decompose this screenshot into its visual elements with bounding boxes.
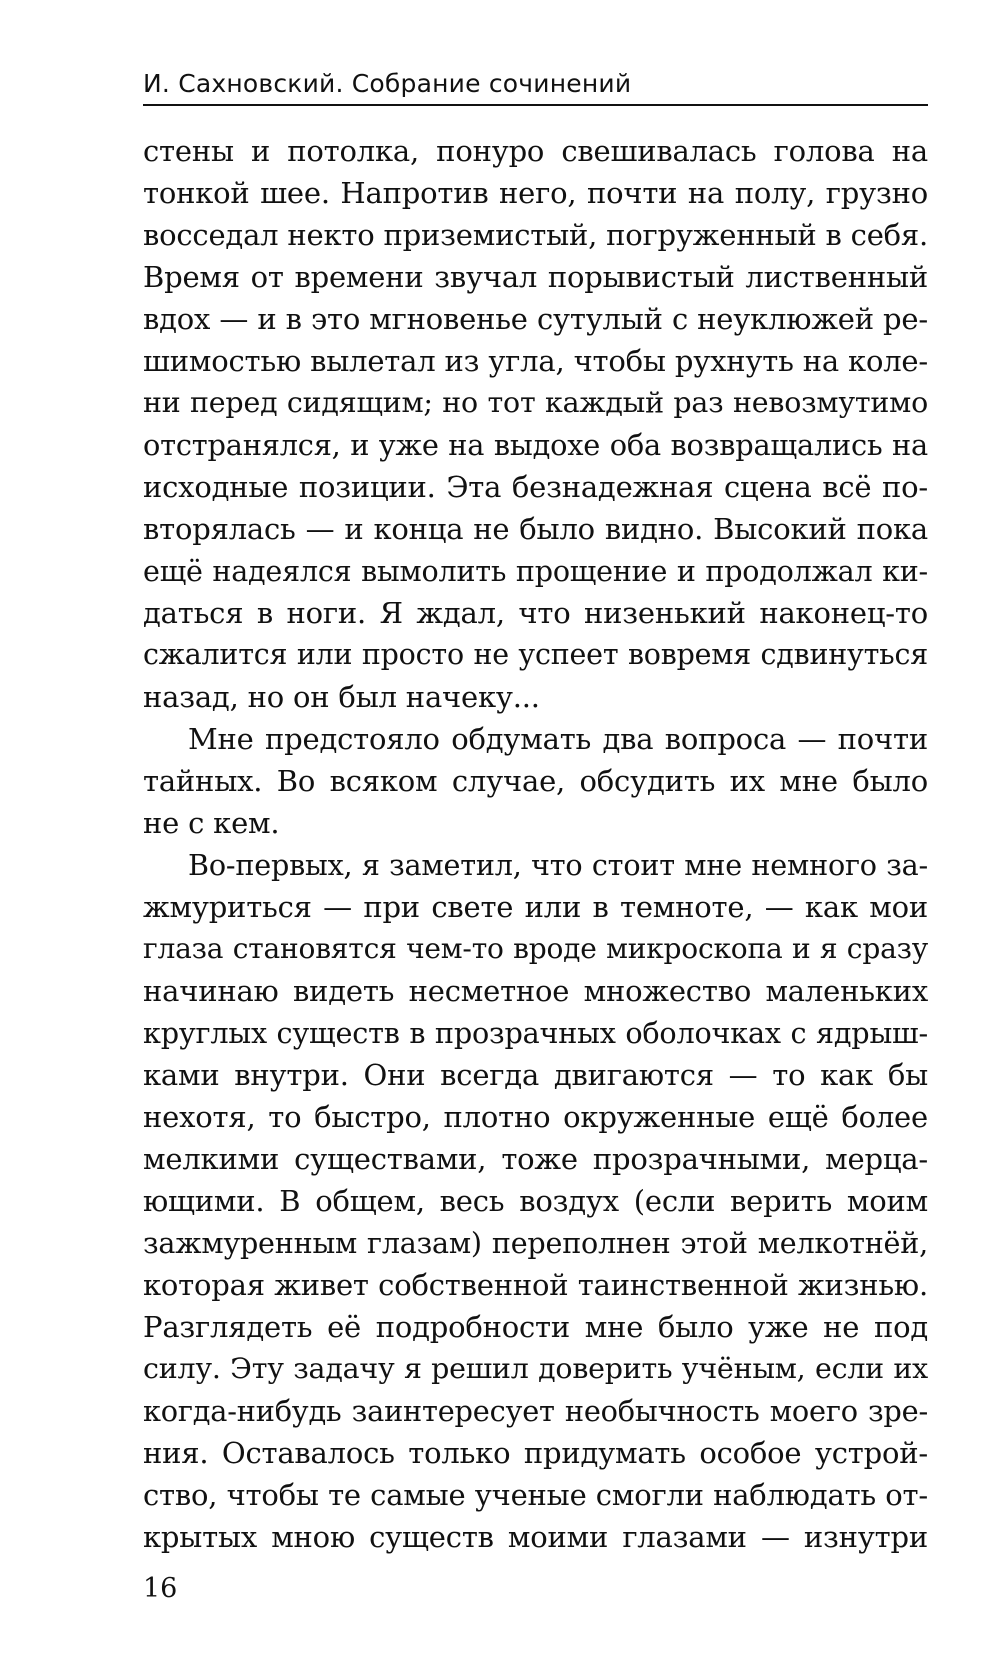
text-line: восседал некто приземистый, погруженный в себя. xyxy=(143,218,929,252)
text-line: которая живет собственной таинственной жизнью. xyxy=(143,1268,928,1302)
text-line: вдох — и в это мгновенье сутулый с неуклюжей ре- xyxy=(143,302,928,336)
text-line: отстранялся, и уже на выдохе оба возвращались на xyxy=(143,428,928,462)
text-line: Время от времени звучал порывистый лиственный xyxy=(143,260,928,294)
text-line: Разглядеть её подробности мне было уже не под xyxy=(143,1310,928,1344)
text-line: зажмуренным глазам) переполнен этой мелкотнёй, xyxy=(143,1226,928,1260)
text-line: ещё надеялся вымолить прощение и продолжал ки- xyxy=(143,554,928,588)
text-line: даться в ноги. Я ждал, что низенький наконец-то xyxy=(143,596,928,630)
text-line: ство, чтобы те самые ученые смогли наблюдать от- xyxy=(143,1478,928,1512)
text-line: ни перед сидящим; но тот каждый раз невозмутимо xyxy=(143,386,928,419)
text-line: глаза становятся чем-то вроде микроскопа и я сразу xyxy=(143,932,928,965)
text-line: когда-нибудь заинтересует необычность моего зре- xyxy=(143,1394,928,1428)
body-text xyxy=(143,130,928,1558)
page-number: 16 xyxy=(143,1573,178,1604)
text-line: ками внутри. Они всегда двигаются — то как бы xyxy=(143,1058,928,1092)
text-line: назад, но он был начеку... xyxy=(143,680,540,714)
paragraph-2 xyxy=(143,718,928,844)
text-line: Во-первых, я заметил, что стоит мне немного за- xyxy=(188,848,928,882)
text-line: тайных. Во всяком случае, обсудить их мне было xyxy=(143,764,928,798)
text-line: ния. Оставалось только придумать особое устрой- xyxy=(143,1436,928,1470)
text-line: ющими. В общем, весь воздух (если верить моим xyxy=(143,1184,928,1218)
running-head xyxy=(143,68,928,106)
text-line: не с кем. xyxy=(143,806,280,840)
text-line: стены и потолка, понуро свешивалась голова на xyxy=(143,134,928,168)
text-line: сжалится или просто не успеет вовремя сдвинуться xyxy=(143,638,928,671)
text-line: шимостью вылетал из угла, чтобы рухнуть на коле- xyxy=(143,344,928,378)
text-line: начинаю видеть несметное множество маленьких xyxy=(143,974,928,1008)
running-head-text: И. Сахновский. Собрание сочинений xyxy=(143,69,632,98)
text-line: нехотя, то быстро, плотно окруженные ещё более xyxy=(143,1100,928,1134)
text-line: крытых мною существ моими глазами — изнутри xyxy=(143,1520,928,1554)
text-line: тонкой шее. Напротив него, почти на полу, грузно xyxy=(143,176,928,210)
text-line: исходные позиции. Эта безнадежная сцена всё по- xyxy=(143,470,928,504)
text-line: жмуриться — при свете или в темноте, — как мои xyxy=(143,890,928,924)
text-line: силу. Эту задачу я решил доверить учёным, если их xyxy=(143,1352,928,1385)
text-line: мелкими существами, тоже прозрачными, мерца- xyxy=(143,1142,928,1176)
text-line: Мне предстояло обдумать два вопроса — почти xyxy=(188,722,928,756)
text-line: круглых существ в прозрачных оболочках с ядрыш- xyxy=(143,1016,928,1050)
text-line: вторялась — и конца не было видно. Высокий пока xyxy=(143,512,928,546)
paragraph-3 xyxy=(143,844,928,1558)
paragraph-1 xyxy=(143,130,928,718)
